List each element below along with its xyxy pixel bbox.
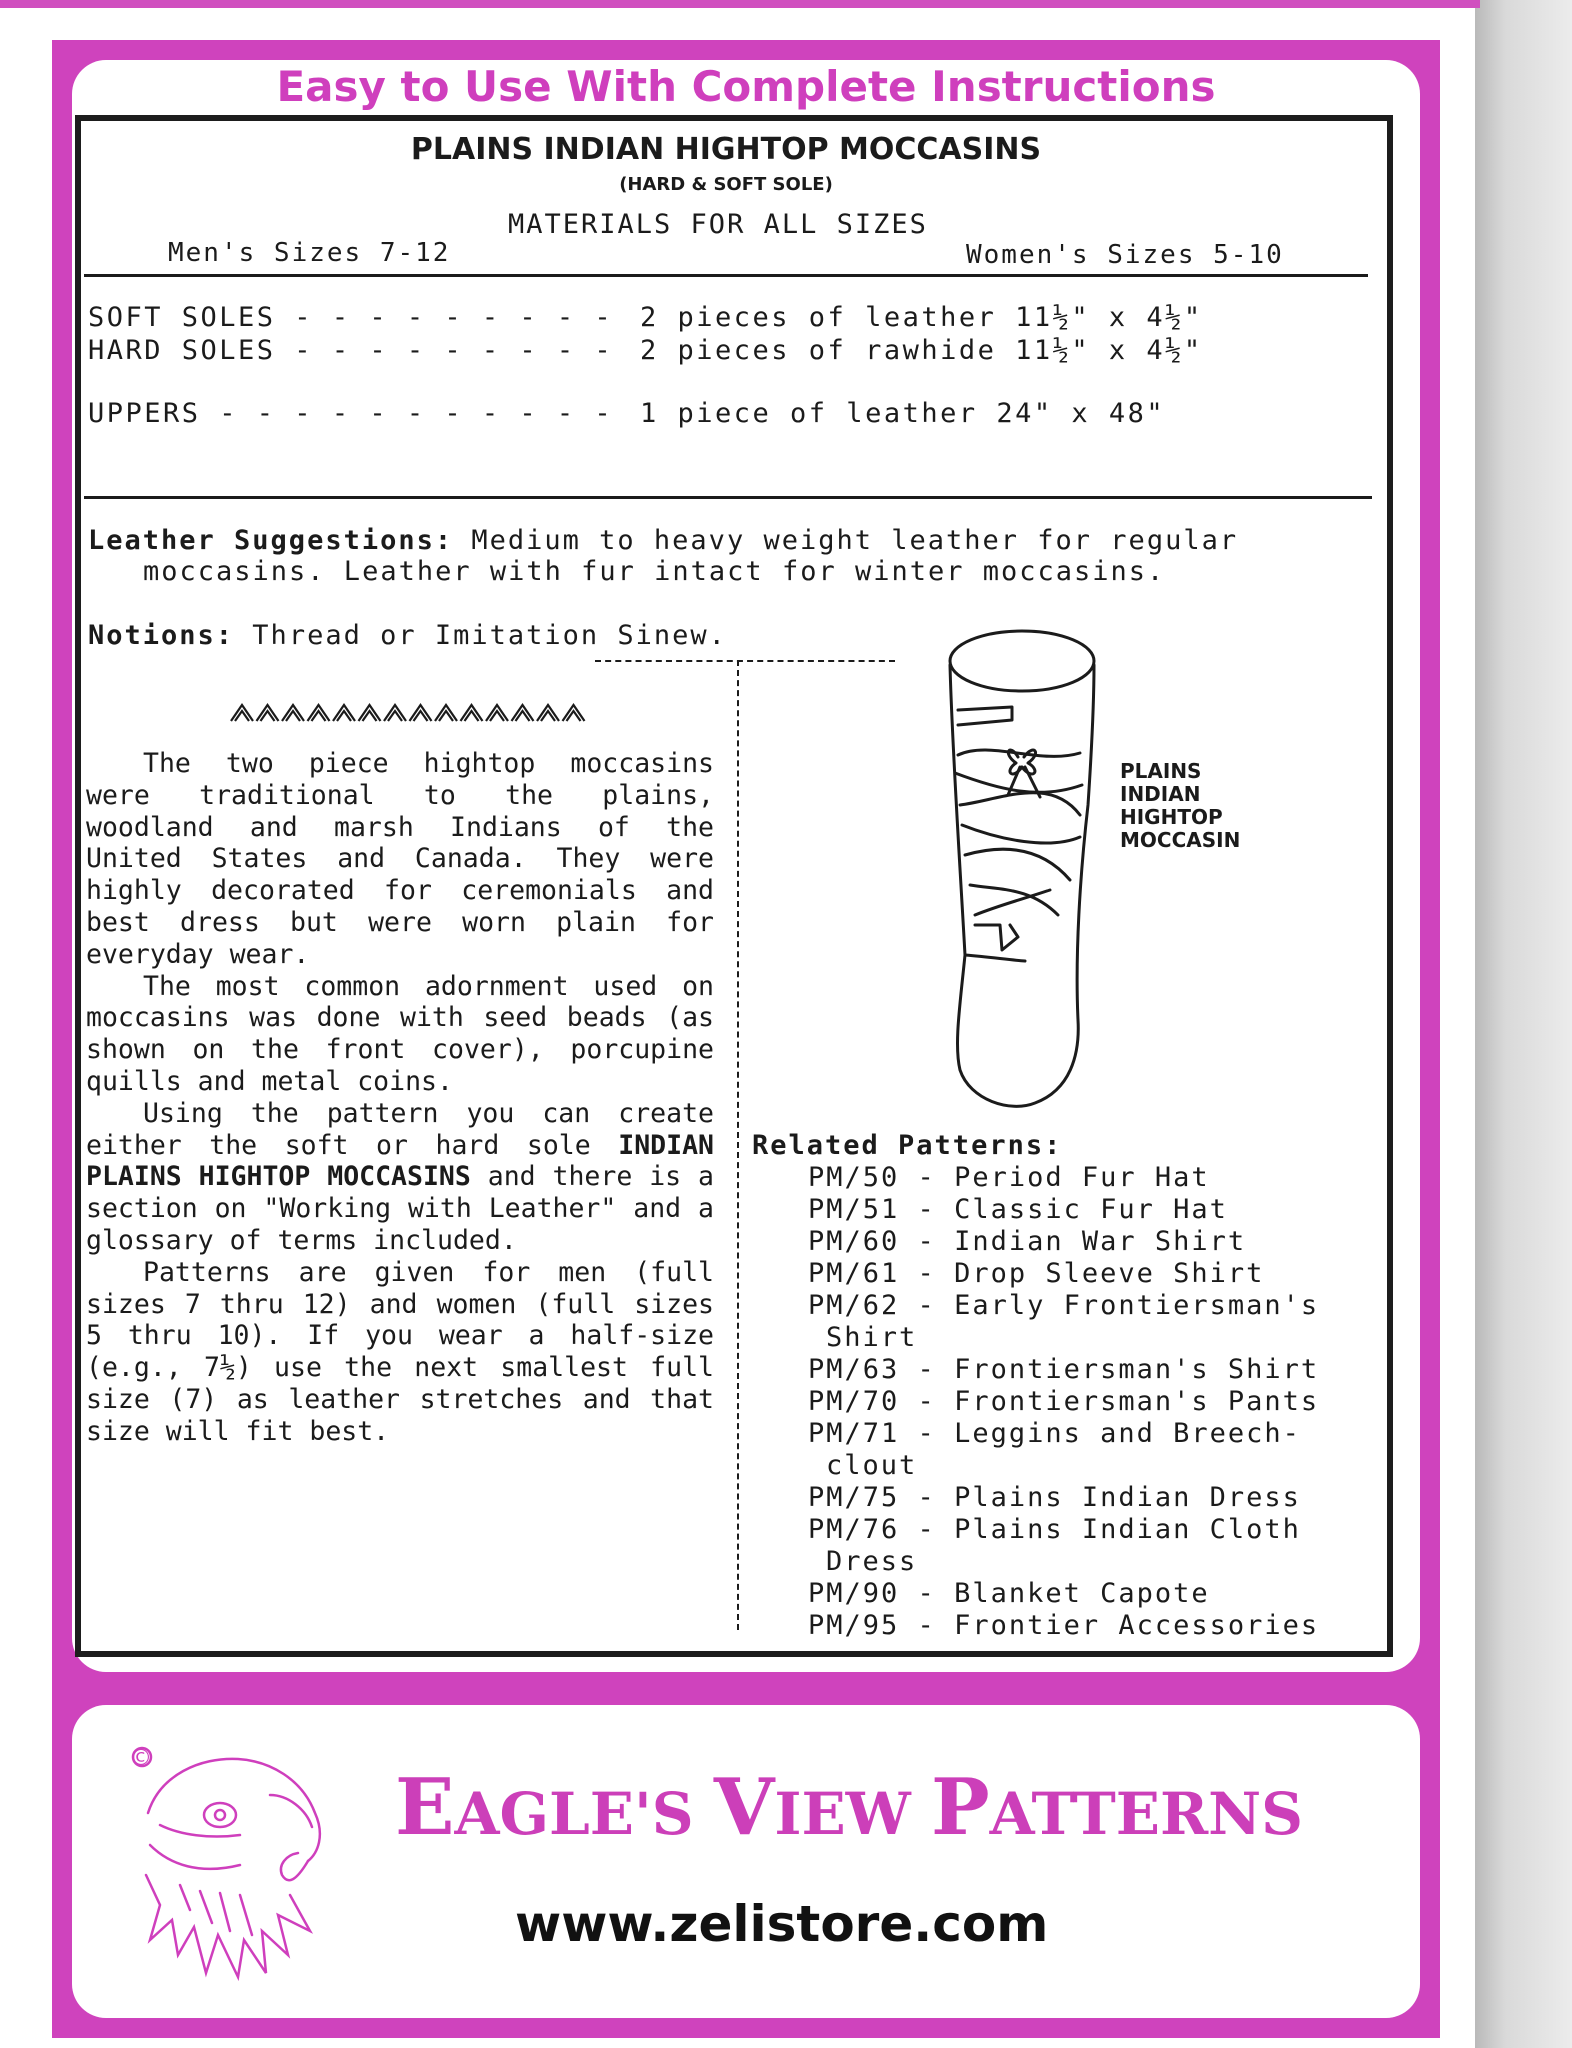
brand-text: IEW [774, 1780, 932, 1848]
brand-name [395, 1762, 1345, 1853]
ornament-chevron [333, 705, 355, 721]
moccasin-label-line: HIGHTOP [1120, 805, 1223, 829]
pattern-title: PLAINS INDIAN HIGHTOP MOCCASINS [410, 132, 1042, 167]
dashed-separator-vertical [737, 660, 739, 1630]
pattern-dash: - [899, 1226, 955, 1257]
pattern-code: PM/71 [808, 1418, 900, 1449]
pattern-code: PM/70 [808, 1386, 900, 1417]
pattern-code: PM/95 [808, 1610, 900, 1641]
ornament-chevron [359, 705, 381, 721]
ornament-chevron [512, 705, 534, 721]
notions-label: Notions: [88, 620, 235, 651]
brand-text: AGLE'S [454, 1780, 714, 1848]
leather-label: Leather Suggestions: [88, 525, 454, 556]
pattern-name: Plains Indian Cloth [954, 1514, 1301, 1545]
materials-heading: MATERIALS FOR ALL SIZES [508, 209, 928, 240]
divider-bottom [84, 496, 1372, 499]
ornament-chevron [282, 705, 304, 721]
moccasin-illustration [930, 625, 1120, 1115]
pattern-dash: - [899, 1418, 955, 1449]
notions-text: Thread or Imitation Sinew. [234, 620, 727, 651]
pattern-name: Frontiersman's Shirt [954, 1354, 1320, 1385]
pattern-code: PM/76 [808, 1514, 900, 1545]
paragraph-4: Patterns are given for men (full sizes 7 thru 12) and women (full sizes 5 thru 10). If you wear a half-size (e.g., 7½) use the next smallest full size (7) as leather stretches and that size will fit best. [86, 1256, 714, 1447]
related-pattern-item [752, 1162, 1319, 1194]
pattern-dash: - [899, 1482, 955, 1513]
material-desc: 2 pieces of leather 11½" x 4½" [640, 302, 1203, 333]
pattern-dash: - [899, 1354, 955, 1385]
pattern-dash: - [899, 1578, 955, 1609]
related-pattern-item [752, 1578, 1319, 1610]
pattern-dash: - [899, 1162, 955, 1193]
material-desc: 1 piece of leather 24" x 48" [640, 398, 1166, 429]
pattern-code: PM/63 [808, 1354, 900, 1385]
leather-text-line2: moccasins. Leather with fur intact for winter moccasins. [143, 556, 1166, 587]
top-strip [0, 0, 1480, 8]
pattern-code: PM/62 [808, 1290, 900, 1321]
material-item: HARD SOLES - - - - - - - - - [88, 335, 614, 366]
pattern-name: Leggins and Breech- [954, 1418, 1301, 1449]
leather-text: Medium to heavy weight leather for regular [453, 525, 1239, 556]
pattern-code: PM/50 [808, 1162, 900, 1193]
related-pattern-item [752, 1482, 1319, 1514]
brand-initial: V [713, 1762, 775, 1853]
paragraph-3-bold: INDIAN PLAINS HIGHTOP MOCCASINS [86, 1129, 714, 1193]
ornament-chevron [537, 705, 559, 721]
pattern-name: Drop Sleeve Shirt [954, 1258, 1265, 1289]
related-heading: Related Patterns: [752, 1130, 1063, 1161]
ornament-chevron [435, 705, 457, 721]
ornament-chevron [486, 705, 508, 721]
ornament-chevron [461, 705, 483, 721]
related-patterns-list [752, 1162, 1319, 1642]
material-desc: 2 pieces of rawhide 11½" x 4½" [640, 335, 1203, 366]
pattern-subtitle: (HARD & SOFT SOLE) [619, 174, 833, 195]
ornament-chevron [231, 705, 253, 721]
paragraph-2: The most common adornment used on moccasins was done with seed beads (as shown on the front cover), porcupine quills and metal coins. [86, 970, 714, 1097]
pattern-dash: - [899, 1514, 955, 1545]
brand-initial: E [395, 1762, 455, 1853]
related-pattern-item [752, 1610, 1319, 1642]
notions [88, 620, 727, 651]
paragraph-3 [86, 1098, 714, 1257]
related-pattern-item [752, 1514, 1319, 1546]
paragraph-3-text-end: and there is a section on "Working with Leather" and a glossary of terms included. [86, 1161, 714, 1256]
pattern-dash: - [899, 1194, 955, 1225]
paragraph-3-text: Using the pattern you can create either the soft or hard sole [86, 1097, 714, 1161]
brand-text: ATTERNS [989, 1780, 1304, 1848]
pattern-code: PM/60 [808, 1226, 900, 1257]
pattern-code: PM/51 [808, 1194, 900, 1225]
womens-sizes: Women's Sizes 5-10 [966, 240, 1284, 270]
description-text [86, 748, 714, 1448]
brand-initial: P [931, 1762, 990, 1853]
pattern-dash: - [899, 1386, 955, 1417]
divider-top [84, 274, 1368, 277]
pattern-code: PM/90 [808, 1578, 900, 1609]
pattern-name: Plains Indian Dress [954, 1482, 1301, 1513]
pattern-name: Indian War Shirt [954, 1226, 1247, 1257]
moccasin-label-line: INDIAN [1120, 782, 1201, 806]
pattern-name: Frontier Accessories [954, 1610, 1320, 1641]
moccasin-label-line: PLAINS [1120, 759, 1202, 783]
paragraph-1: The two piece hightop moccasins were traditional to the plains, woodland and marsh Indians of the United States and Canada. They were highly decorated for ceremonials and best dress but were worn plain for everyday wear. [86, 748, 714, 970]
eagle-head-logo [120, 1735, 345, 1985]
leather-suggestions [88, 525, 1238, 556]
moccasin-label [1120, 760, 1240, 852]
decorative-border-ornament [225, 697, 595, 729]
ornament-chevron [257, 705, 279, 721]
related-pattern-item [752, 1386, 1319, 1418]
headline: Easy to Use With Complete Instructions [276, 62, 1216, 111]
pattern-dash: - [899, 1258, 955, 1289]
ornament-chevron [308, 705, 330, 721]
pattern-code: PM/61 [808, 1258, 900, 1289]
material-item: SOFT SOLES - - - - - - - - - [88, 302, 614, 333]
dashed-separator-horizontal [595, 660, 895, 662]
ornament-chevron [563, 705, 585, 721]
page-edge-shadow [1475, 0, 1572, 2048]
pattern-name: Blanket Capote [954, 1578, 1210, 1609]
related-pattern-item [752, 1354, 1319, 1386]
pattern-dash: - [899, 1290, 955, 1321]
related-pattern-item [752, 1418, 1319, 1450]
material-item: UPPERS - - - - - - - - - - - [88, 398, 614, 429]
related-pattern-item [752, 1290, 1319, 1322]
pattern-name-cont: clout [826, 1450, 918, 1481]
website-url[interactable]: www.zelistore.com [515, 1895, 1049, 1953]
mens-sizes: Men's Sizes 7-12 [168, 238, 451, 268]
pattern-name: Period Fur Hat [954, 1162, 1210, 1193]
related-pattern-continuation [752, 1450, 1319, 1482]
pattern-name: Frontiersman's Pants [954, 1386, 1320, 1417]
related-pattern-item [752, 1194, 1319, 1226]
pattern-name-cont: Shirt [826, 1322, 918, 1353]
copyright-symbol: © [130, 1746, 152, 1771]
pattern-name: Early Frontiersman's [954, 1290, 1320, 1321]
related-pattern-continuation [752, 1322, 1319, 1354]
pattern-dash: - [899, 1610, 955, 1641]
pattern-code: PM/75 [808, 1482, 900, 1513]
related-pattern-item [752, 1226, 1319, 1258]
moccasin-label-line: MOCCASIN [1120, 828, 1241, 852]
related-pattern-item [752, 1258, 1319, 1290]
pattern-name: Classic Fur Hat [954, 1194, 1228, 1225]
pattern-name-cont: Dress [826, 1546, 918, 1577]
ornament-chevron [410, 705, 432, 721]
ornament-chevron [384, 705, 406, 721]
related-pattern-continuation [752, 1546, 1319, 1578]
